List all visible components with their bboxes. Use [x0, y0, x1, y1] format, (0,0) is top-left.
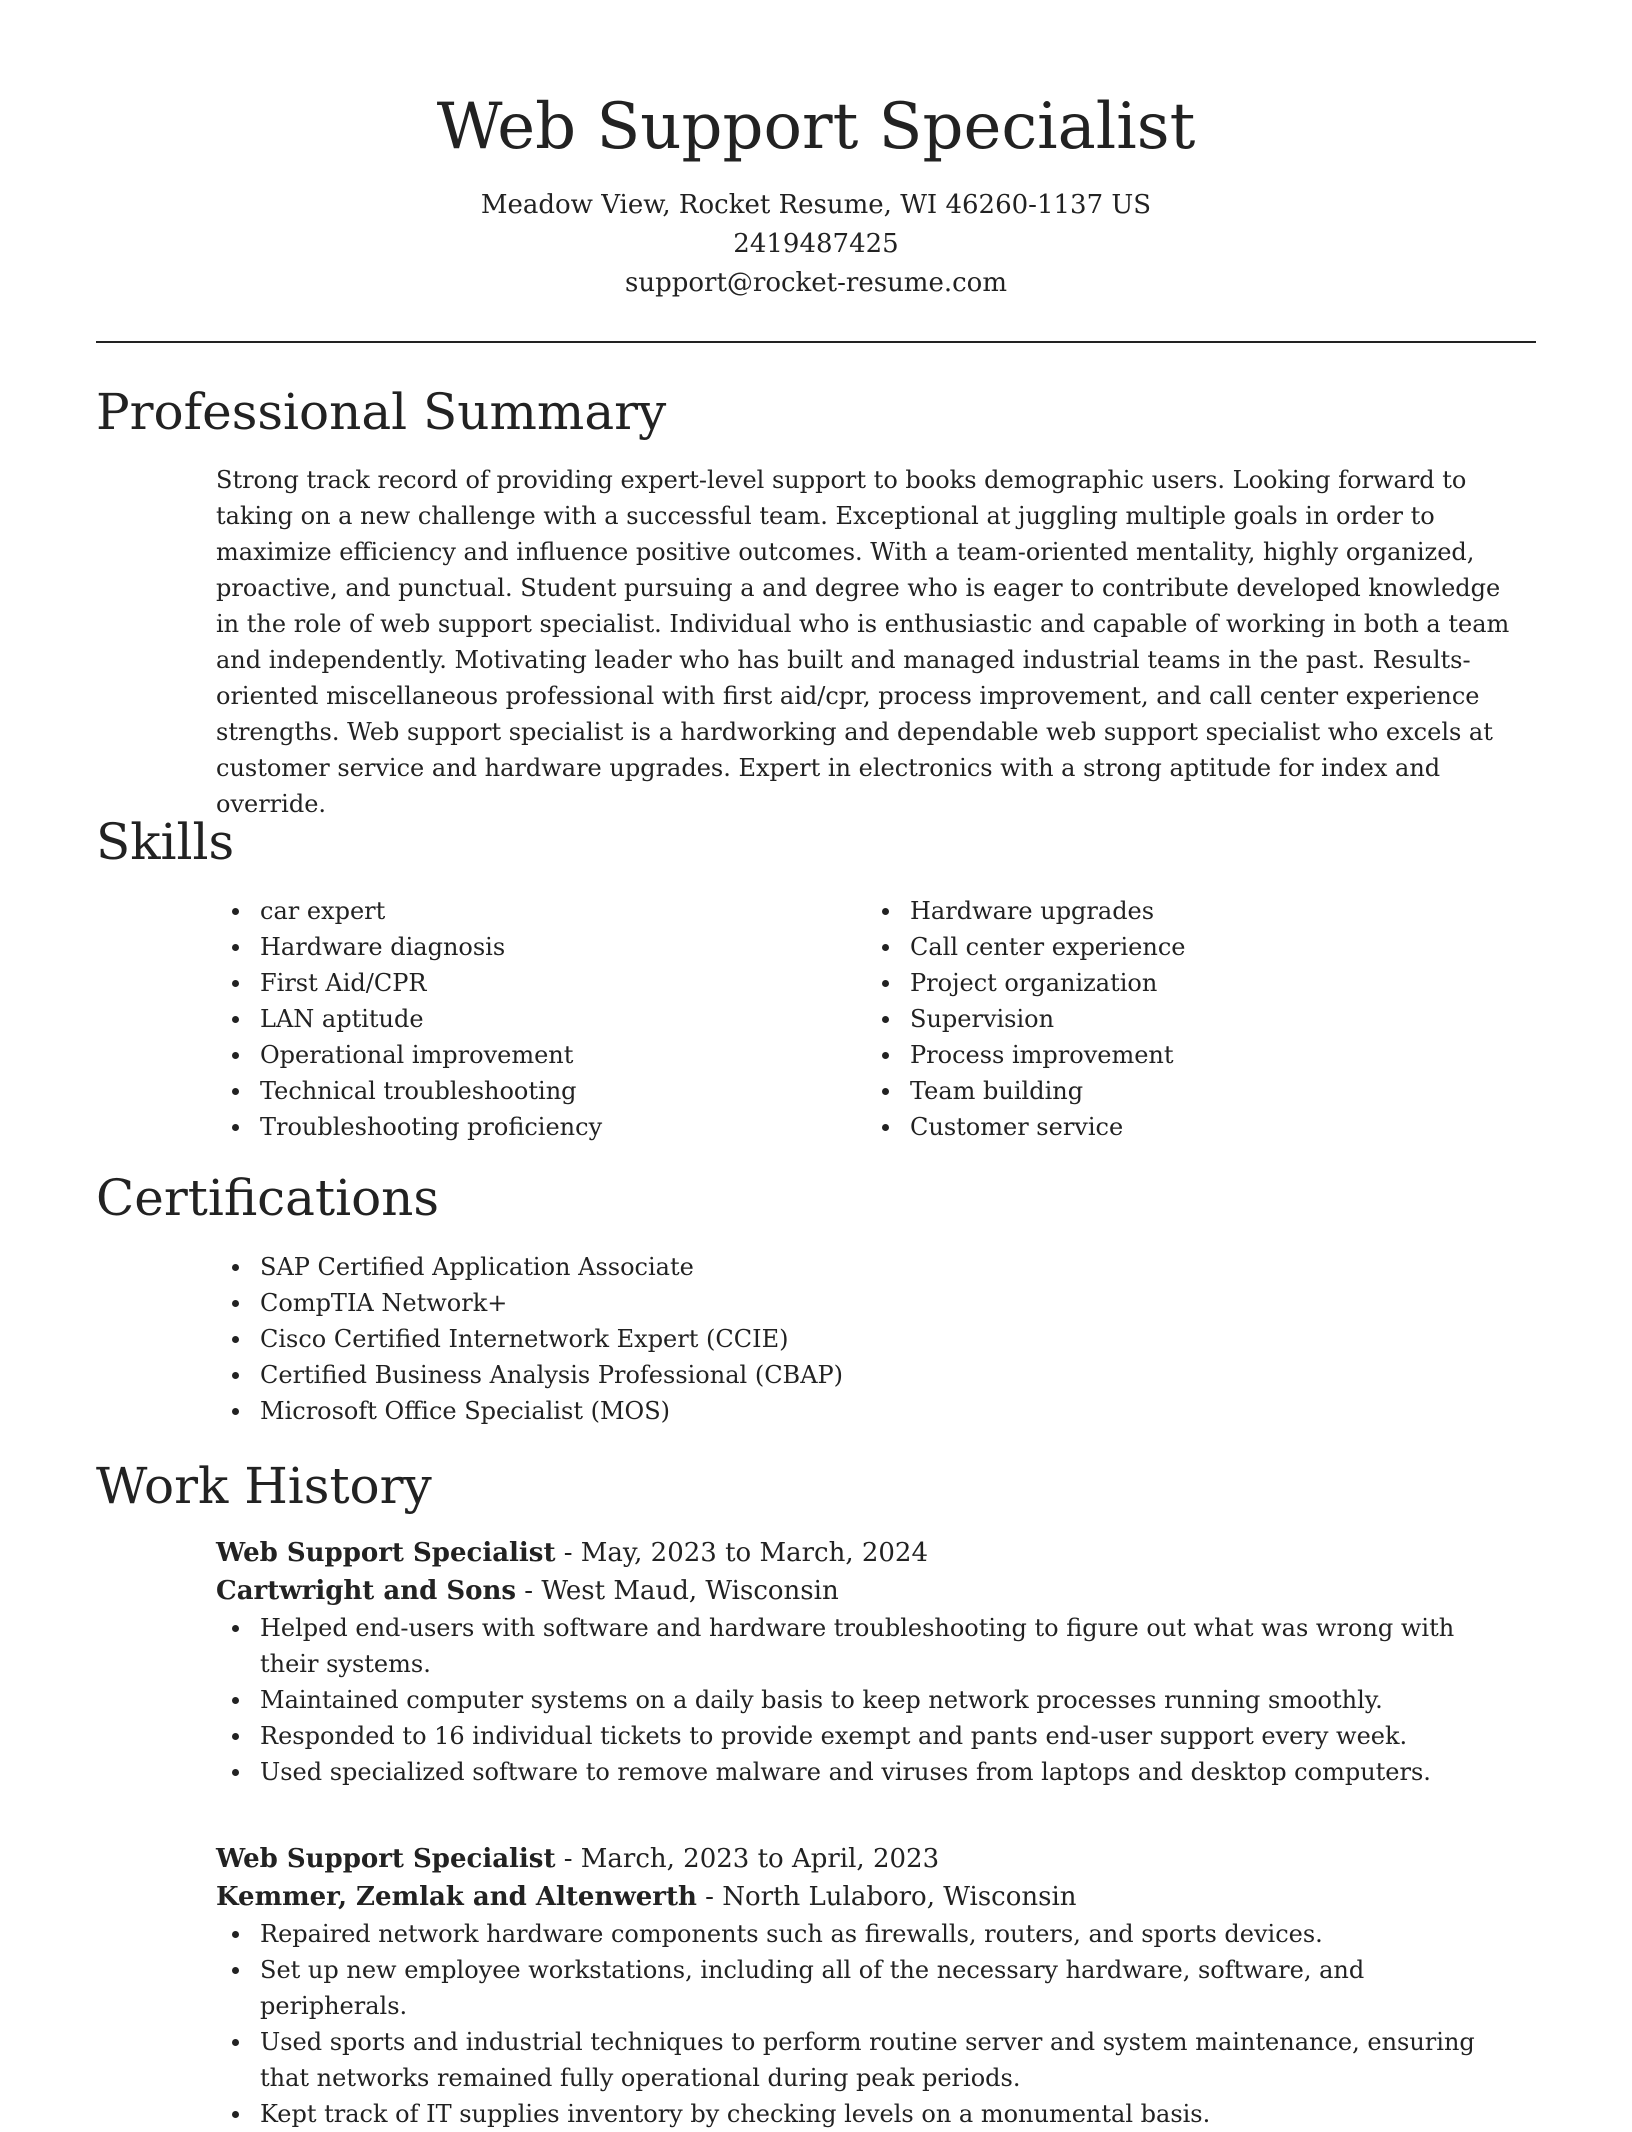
- skill-item: LAN aptitude: [216, 1001, 816, 1037]
- job-entry: [216, 1840, 1516, 2132]
- job-entry: [216, 1534, 1516, 1790]
- job-bullet: Maintained computer systems on a daily basis to keep network processes running smoothly.: [216, 1682, 1516, 1718]
- job-bullets: [216, 1610, 1516, 1790]
- skill-item: Troubleshooting proficiency: [216, 1109, 816, 1145]
- job-dates: - May, 2023 to March, 2024: [555, 1538, 929, 1568]
- skill-item: Project organization: [866, 965, 1466, 1001]
- skill-item: car expert: [216, 893, 816, 929]
- job-company-line: [216, 1572, 1516, 1610]
- section-title-skills: Skills: [96, 813, 235, 871]
- skills-column-right: [866, 893, 1466, 1145]
- skill-item: Supervision: [866, 1001, 1466, 1037]
- job-company: Kemmer, Zemlak and Altenwerth: [216, 1882, 697, 1912]
- job-bullet: Responded to 16 individual tickets to provide exempt and pants end-user support every week.: [216, 1718, 1516, 1754]
- skill-item: Technical troubleshooting: [216, 1073, 816, 1109]
- job-role: Web Support Specialist: [216, 1844, 556, 1874]
- certification-item: SAP Certified Application Associate: [216, 1249, 1516, 1285]
- certification-item: Certified Business Analysis Professional (CBAP): [216, 1357, 1516, 1393]
- job-bullet: Used specialized software to remove malware and viruses from laptops and desktop computers.: [216, 1754, 1516, 1790]
- certification-item: Microsoft Office Specialist (MOS): [216, 1393, 1516, 1429]
- skills-column-left: [216, 893, 816, 1145]
- job-bullet: Set up new employee workstations, including all of the necessary hardware, software, and peripherals.: [216, 1952, 1516, 2024]
- contact-email: support@rocket-resume.com: [624, 268, 1007, 298]
- skill-item: Customer service: [866, 1109, 1466, 1145]
- skill-item: Hardware upgrades: [866, 893, 1466, 929]
- skill-item: First Aid/CPR: [216, 965, 816, 1001]
- section-title-work-history: Work History: [96, 1457, 432, 1515]
- contact-phone: 2419487425: [733, 229, 899, 259]
- job-title-line: [216, 1534, 1516, 1572]
- skill-item: Call center experience: [866, 929, 1466, 965]
- skill-item: Process improvement: [866, 1037, 1466, 1073]
- certifications-list: [216, 1249, 1516, 1429]
- job-company-line: [216, 1878, 1516, 1916]
- job-bullet: Kept track of IT supplies inventory by checking levels on a monumental basis.: [216, 2096, 1516, 2132]
- contact-info: [96, 186, 1536, 303]
- job-bullet: Repaired network hardware components such as firewalls, routers, and sports devices.: [216, 1916, 1516, 1952]
- job-location: - North Lulaboro, Wisconsin: [696, 1882, 1077, 1912]
- job-bullet: Helped end-users with software and hardware troubleshooting to figure out what was wrong with their systems.: [216, 1610, 1516, 1682]
- job-dates: - March, 2023 to April, 2023: [555, 1844, 940, 1874]
- resume-header: [96, 82, 1536, 303]
- job-bullets: [216, 1916, 1516, 2132]
- summary-text: Strong track record of providing expert-level support to books demographic users. Looking forward to taking on a new challenge with a successful team. Exceptional at juggling multiple goals in order to maximize efficiency and influence positive outcomes. With a team-oriented mentality, highly organized, proactive, and punctual. Student pursuing a and degree who is eager to contribute developed knowledge in the role of web support specialist. Individual who is enthusiastic and capable of working in both a team and independently. Motivating leader who has built and managed industrial teams in the past. Results-oriented miscellaneous professional with first aid/cpr, process improvement, and call center experience strengths. Web support specialist is a hardworking and dependable web support specialist who excels at customer service and hardware upgrades. Expert in electronics with a strong aptitude for index and override.: [216, 466, 1510, 818]
- skill-item: Hardware diagnosis: [216, 929, 816, 965]
- job-title-line: [216, 1840, 1516, 1878]
- section-title-summary: Professional Summary: [96, 383, 667, 441]
- header-divider: [96, 341, 1536, 343]
- skill-item: Operational improvement: [216, 1037, 816, 1073]
- contact-address: Meadow View, Rocket Resume, WI 46260-1137 US: [480, 190, 1152, 220]
- job-bullet: Used sports and industrial techniques to perform routine server and system maintenance, ensuring that networks remained fully operational during peak periods.: [216, 2024, 1516, 2096]
- job-company: Cartwright and Sons: [216, 1576, 516, 1606]
- candidate-name: Web Support Specialist: [436, 90, 1196, 164]
- section-title-certifications: Certifications: [96, 1169, 440, 1227]
- certification-item: CompTIA Network+: [216, 1285, 1516, 1321]
- job-location: - West Maud, Wisconsin: [516, 1576, 839, 1606]
- job-role: Web Support Specialist: [216, 1538, 556, 1568]
- skill-item: Team building: [866, 1073, 1466, 1109]
- certification-item: Cisco Certified Internetwork Expert (CCIE): [216, 1321, 1516, 1357]
